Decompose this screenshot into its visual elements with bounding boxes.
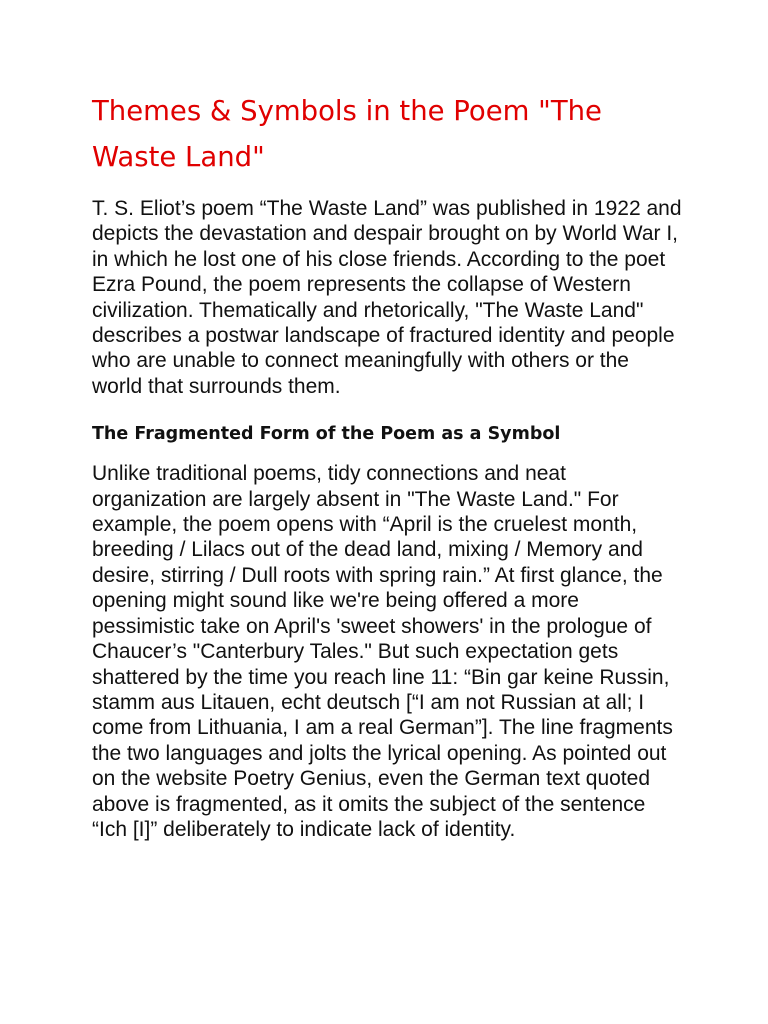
intro-paragraph: T. S. Eliot’s poem “The Waste Land” was published in 1922 and depicts the devastation and despair brought on by World War I, in which he lost one of his close friends. According to the poet Ezra Pound, the poem represents the collapse of Western civilization. Thematically and rhetorically, "The Waste Land" describes a postwar landscape of fractured identity and people who are unable to connect meaningfully with others or the world that surrounds them.	[92, 197, 682, 398]
page-title: Themes & Symbols in the Poem "The Waste Land"	[92, 95, 602, 173]
document-page	[92, 88, 682, 842]
section-heading: The Fragmented Form of the Poem as a Symbol	[92, 424, 561, 445]
body-paragraph: Unlike traditional poems, tidy connections and neat organization are largely absent in "The Waste Land." For example, the poem opens with “April is the cruelest month, breeding / Lilacs out of the dead land, mixing / Memory and desire, stirring / Dull roots with spring rain.” At first glance, the opening might sound like we're being offered a more pessimistic take on April's 'sweet showers' in the prologue of Chaucer’s "Canterbury Tales." But such expectation gets shattered by the time you reach line 11: “Bin gar keine Russin, stamm aus Litauen, echt deutsch [“I am not Russian at all; I come from Lithuania, I am a real German”]. The line fragments the two languages and jolts the lyrical opening. As pointed out on the website Poetry Genius, even the German text quoted above is fragmented, as it omits the subject of the sentence “Ich [I]” deliberately to indicate lack of identity.	[92, 462, 673, 841]
